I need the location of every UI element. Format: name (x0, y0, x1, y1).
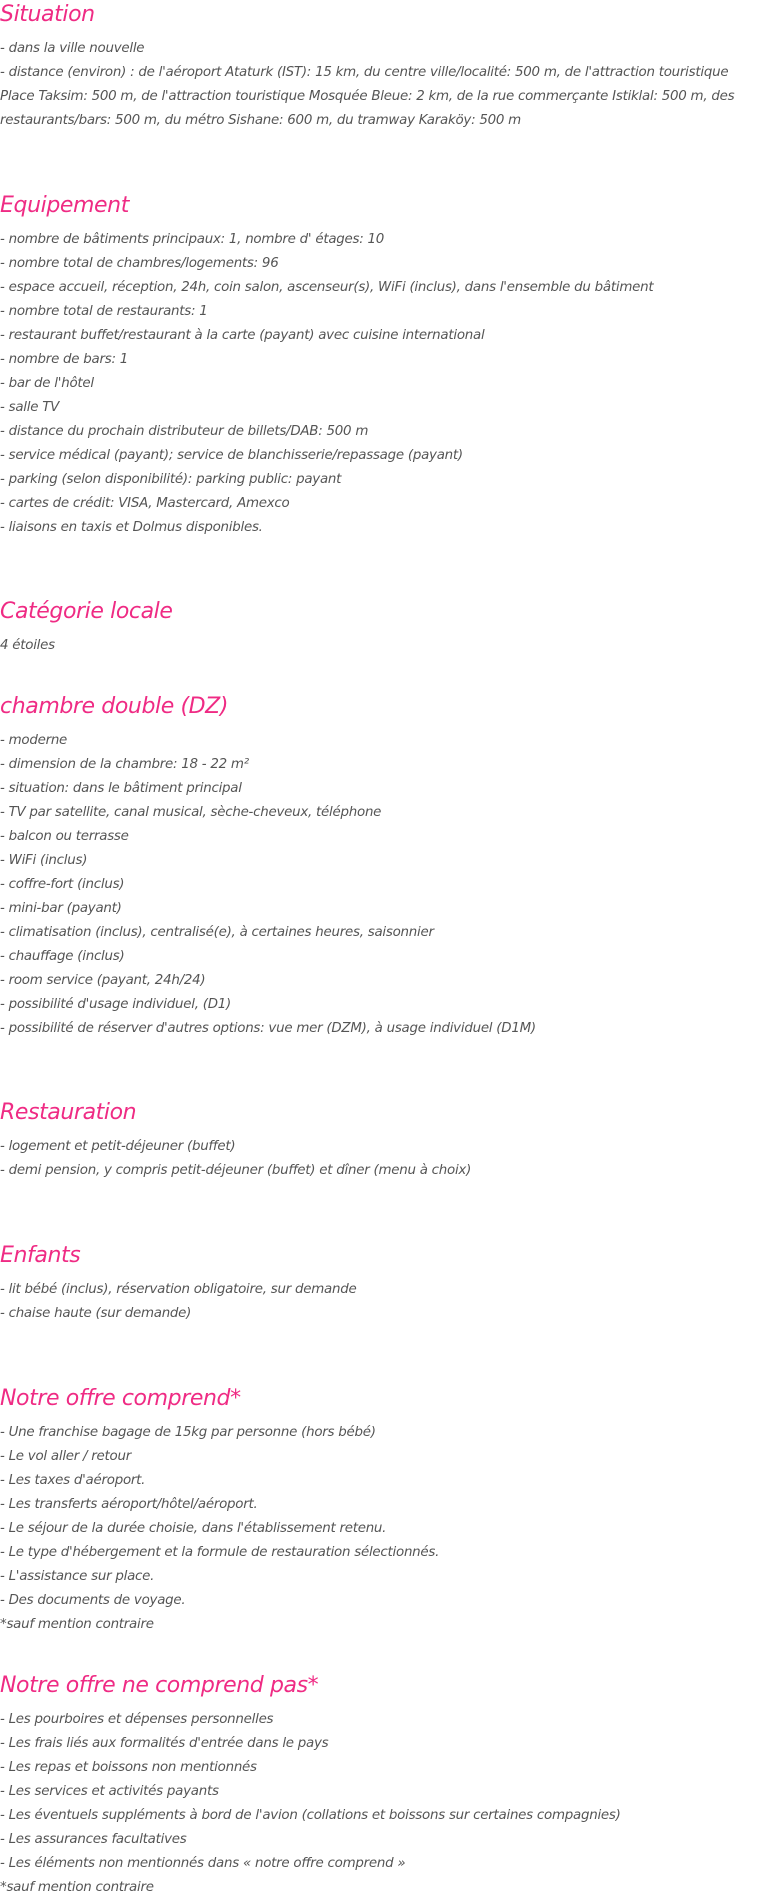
list-item: - Une franchise bagage de 15kg par personne (hors bébé) (0, 1425, 376, 1440)
offre-ne-comprend-pas-heading: Notre offre ne comprend pas* (0, 1673, 319, 1698)
list-item: - liaisons en taxis et Dolmus disponibles. (0, 520, 263, 535)
list-item: - L'assistance sur place. (0, 1569, 155, 1584)
restauration-heading: Restauration (0, 1100, 137, 1125)
list-item: - Les transferts aéroport/hôtel/aéroport. (0, 1497, 258, 1512)
equipement-section (0, 191, 758, 540)
offre-comprend-list (0, 1421, 758, 1613)
list-item: - Des documents de voyage. (0, 1593, 186, 1608)
enfants-list (0, 1278, 758, 1326)
list-item: - nombre de bars: 1 (0, 352, 129, 367)
situation-heading: Situation (0, 2, 95, 27)
list-item: - bar de l'hôtel (0, 376, 94, 391)
list-item: - parking (selon disponibilité): parking public: payant (0, 472, 342, 487)
offre-comprend-note: *sauf mention contraire (0, 1617, 154, 1632)
offre-ne-comprend-pas-list (0, 1708, 758, 1876)
categorie-section (0, 597, 758, 658)
list-item: - Les assurances facultatives (0, 1832, 187, 1847)
list-item: - coffre-fort (inclus) (0, 877, 125, 892)
list-item: - demi pension, y compris petit-déjeuner (buffet) et dîner (menu à choix) (0, 1163, 472, 1178)
list-item: - salle TV (0, 400, 60, 415)
chambre-section (0, 692, 758, 1041)
situation-line: - dans la ville nouvelle (0, 41, 145, 56)
restauration-list (0, 1135, 758, 1183)
situation-distance-paragraph: - distance (environ) : de l'aéroport Ataturk (IST): 15 km, du centre ville/localité: 500 m, de l'attraction touristique Place Taksim: 500 m, de l'attraction touristique Mosquée Bleue: 2 km, de la rue commerçante Istiklal: 500 m, des restaurants/bars: 500 m, du métro Sishane: 600 m, du tramway Karaköy: 500 m (0, 65, 735, 128)
list-item: - espace accueil, réception, 24h, coin salon, ascenseur(s), WiFi (inclus), dans l'ensemble du bâtiment (0, 280, 654, 295)
list-item: - distance du prochain distributeur de billets/DAB: 500 m (0, 424, 369, 439)
list-item: - service médical (payant); service de blanchisserie/repassage (payant) (0, 448, 463, 463)
list-item: - possibilité d'usage individuel, (D1) (0, 997, 232, 1012)
list-item: - Les services et activités payants (0, 1784, 219, 1799)
enfants-section (0, 1241, 758, 1326)
equipement-heading: Equipement (0, 193, 129, 218)
list-item: - dimension de la chambre: 18 - 22 m² (0, 757, 249, 772)
list-item: - Le séjour de la durée choisie, dans l'établissement retenu. (0, 1521, 387, 1536)
list-item: - cartes de crédit: VISA, Mastercard, Amexco (0, 496, 290, 511)
equipement-list (0, 228, 758, 540)
offre-comprend-section (0, 1384, 758, 1637)
enfants-heading: Enfants (0, 1243, 81, 1268)
categorie-heading: Catégorie locale (0, 599, 173, 624)
list-item: - Les éventuels suppléments à bord de l'avion (collations et boissons sur certaines compagnies) (0, 1808, 621, 1823)
list-item: - WiFi (inclus) (0, 853, 88, 868)
list-item: - chauffage (inclus) (0, 949, 125, 964)
list-item: - logement et petit-déjeuner (buffet) (0, 1139, 236, 1154)
list-item: - mini-bar (payant) (0, 901, 122, 916)
list-item: - nombre de bâtiments principaux: 1, nombre d' étages: 10 (0, 232, 385, 247)
list-item: - room service (payant, 24h/24) (0, 973, 206, 988)
list-item: - Les repas et boissons non mentionnés (0, 1760, 257, 1775)
list-item: - Les frais liés aux formalités d'entrée dans le pays (0, 1736, 329, 1751)
list-item: - climatisation (inclus), centralisé(e), à certaines heures, saisonnier (0, 925, 434, 940)
list-item: - nombre total de restaurants: 1 (0, 304, 208, 319)
offre-comprend-heading: Notre offre comprend* (0, 1386, 241, 1411)
situation-section (0, 0, 758, 133)
list-item: - Le vol aller / retour (0, 1449, 131, 1464)
list-item: - lit bébé (inclus), réservation obligatoire, sur demande (0, 1282, 357, 1297)
list-item: - Les pourboires et dépenses personnelles (0, 1712, 274, 1727)
offre-ne-comprend-pas-note: *sauf mention contraire (0, 1880, 154, 1895)
list-item: 4 étoiles (0, 638, 55, 653)
list-item: - moderne (0, 733, 68, 748)
list-item: - Le type d'hébergement et la formule de restauration sélectionnés. (0, 1545, 440, 1560)
restauration-section (0, 1098, 758, 1183)
list-item: - nombre total de chambres/logements: 96 (0, 256, 279, 271)
list-item: - restaurant buffet/restaurant à la carte (payant) avec cuisine international (0, 328, 485, 343)
list-item: - situation: dans le bâtiment principal (0, 781, 242, 796)
list-item: - possibilité de réserver d'autres options: vue mer (DZM), à usage individuel (D1M) (0, 1021, 536, 1036)
list-item: - balcon ou terrasse (0, 829, 129, 844)
list-item: - Les éléments non mentionnés dans « notre offre comprend » (0, 1856, 406, 1871)
list-item: - TV par satellite, canal musical, sèche-cheveux, téléphone (0, 805, 382, 820)
categorie-list (0, 634, 758, 658)
chambre-heading: chambre double (DZ) (0, 694, 229, 719)
offre-ne-comprend-pas-section (0, 1671, 758, 1900)
list-item: - Les taxes d'aéroport. (0, 1473, 146, 1488)
chambre-list (0, 729, 758, 1041)
list-item: - chaise haute (sur demande) (0, 1306, 192, 1321)
